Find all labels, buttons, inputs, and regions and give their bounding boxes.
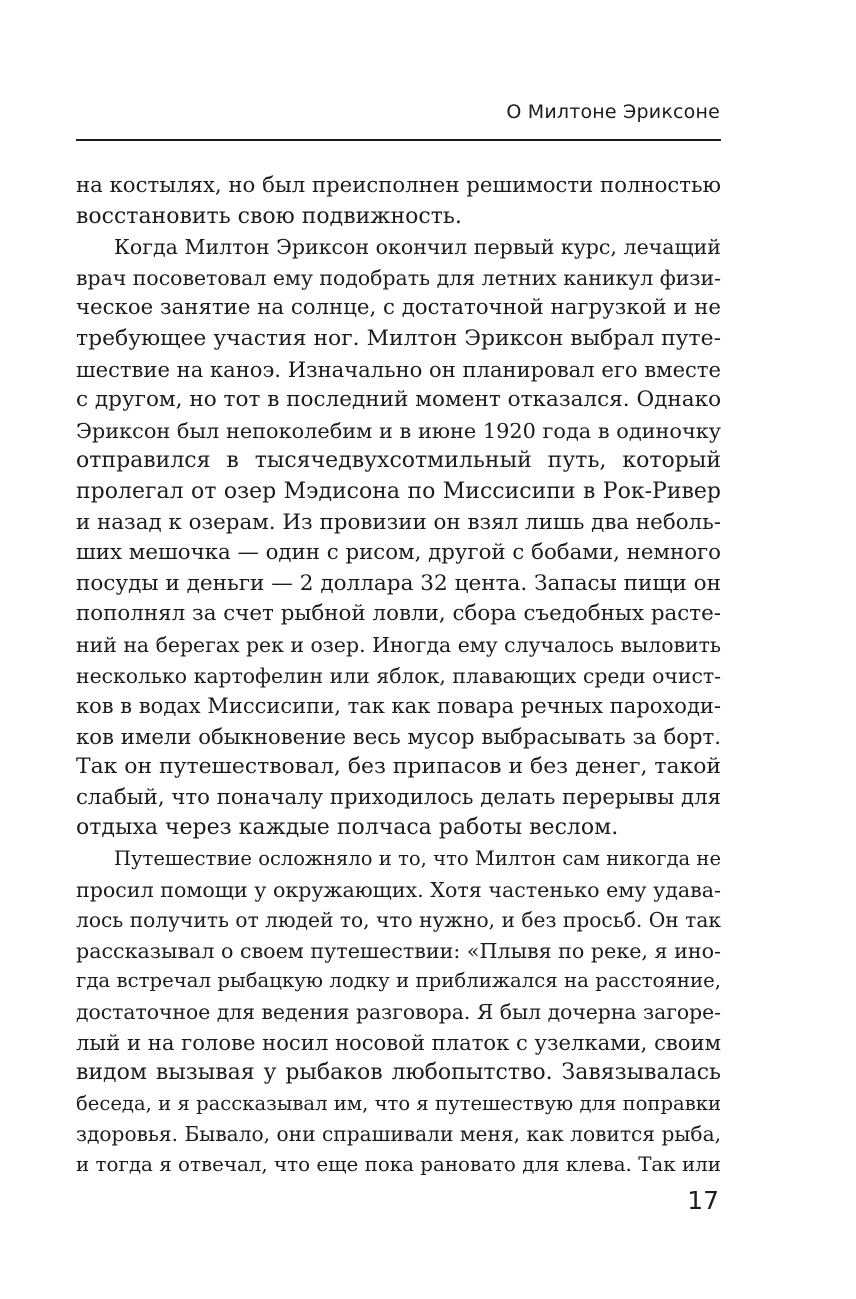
page-number: 17 xyxy=(687,1186,719,1215)
text-line: Когда Милтон Эриксон окончил первый курс, лечащий xyxy=(114,235,721,260)
body-text xyxy=(76,171,721,1181)
text-line: посуды и деньги — 2 доллара 32 цента. Запасы пищи он xyxy=(76,570,721,596)
text-line: видом вызывая у рыбаков любопытство. Завязывалась xyxy=(76,1060,721,1086)
text-line: и тогда я отвечал, что еще пока рановато для клева. Так или xyxy=(76,1153,721,1176)
text-line: отдыха через каждые полчаса работы веслом. xyxy=(76,815,619,841)
text-line: здоровья. Бывало, они спрашивали меня, как ловится рыба, xyxy=(76,1122,721,1147)
text-line: Эриксон был непоколебим и в июне 1920 года в одиночку xyxy=(76,418,721,443)
text-line: пролегал от озер Мэдисона по Миссисипи в Рок-Ривер xyxy=(76,478,721,504)
text-line: просил помощи у окружающих. Хотя частенько ему удава- xyxy=(76,877,721,902)
text-line: ческое занятие на солнце, с достаточной нагрузкой и не xyxy=(76,295,721,321)
text-line: ков в водах Миссисипи, так как повара речных пароходи- xyxy=(76,693,721,719)
text-line: на костылях, но был преисполнен решимости полностью xyxy=(76,173,722,198)
text-line: с другом, но тот в последний момент отказался. Однако xyxy=(76,387,722,413)
text-line: ний на берегах рек и озер. Иногда ему случалось выловить xyxy=(76,632,721,657)
text-line: шествие на каноэ. Изначально он планировал его вместе xyxy=(76,356,721,382)
text-line: восстановить свою подвижность. xyxy=(76,203,462,229)
text-line: пополнял за счет рыбной ловли, сбора съедобных расте- xyxy=(76,601,721,627)
text-line: требующее участия ног. Милтон Эриксон выбрал путе- xyxy=(76,325,721,351)
text-line: ших мешочка — один с рисом, другой с бобами, немного xyxy=(76,540,721,566)
text-line: беседа, и я рассказывал им, что я путешествую для поправки xyxy=(76,1091,721,1115)
text-line: и назад к озерам. Из провизии он взял лишь два неболь- xyxy=(76,509,721,535)
text-line: рассказывал о своем путешествии: «Плывя по реке, я ино- xyxy=(76,938,721,963)
text-line: отправился в тысячедвухсотмильный путь, который xyxy=(76,448,721,474)
text-line: лый и на голове носил носовой платок с узелками, своим xyxy=(76,1029,721,1055)
text-line: Путешествие осложняло и то, что Милтон сам никогда не xyxy=(114,847,721,871)
text-line: лось получить от людей то, что нужно, и без просьб. Он так xyxy=(76,908,721,933)
text-line: Так он путешествовал, без припасов и без денег, такой xyxy=(76,754,721,780)
text-line: слабый, что поначалу приходилось делать перерывы для xyxy=(76,784,721,810)
text-line: ков имели обыкновение весь мусор выбрасывать за борт. xyxy=(76,723,721,749)
text-line: несколько картофелин или яблок, плавающих среди очист- xyxy=(76,663,721,688)
text-line: достаточное для ведения разговора. Я был дочерна загоре- xyxy=(76,1000,721,1025)
running-title: О Милтоне Эриксоне xyxy=(506,101,720,123)
text-line: врач посоветовал ему подобрать для летних каникул физи- xyxy=(76,265,722,290)
text-line: гда встречал рыбацкую лодку и приближался на расстояние, xyxy=(76,969,721,993)
header-rule xyxy=(76,139,721,141)
